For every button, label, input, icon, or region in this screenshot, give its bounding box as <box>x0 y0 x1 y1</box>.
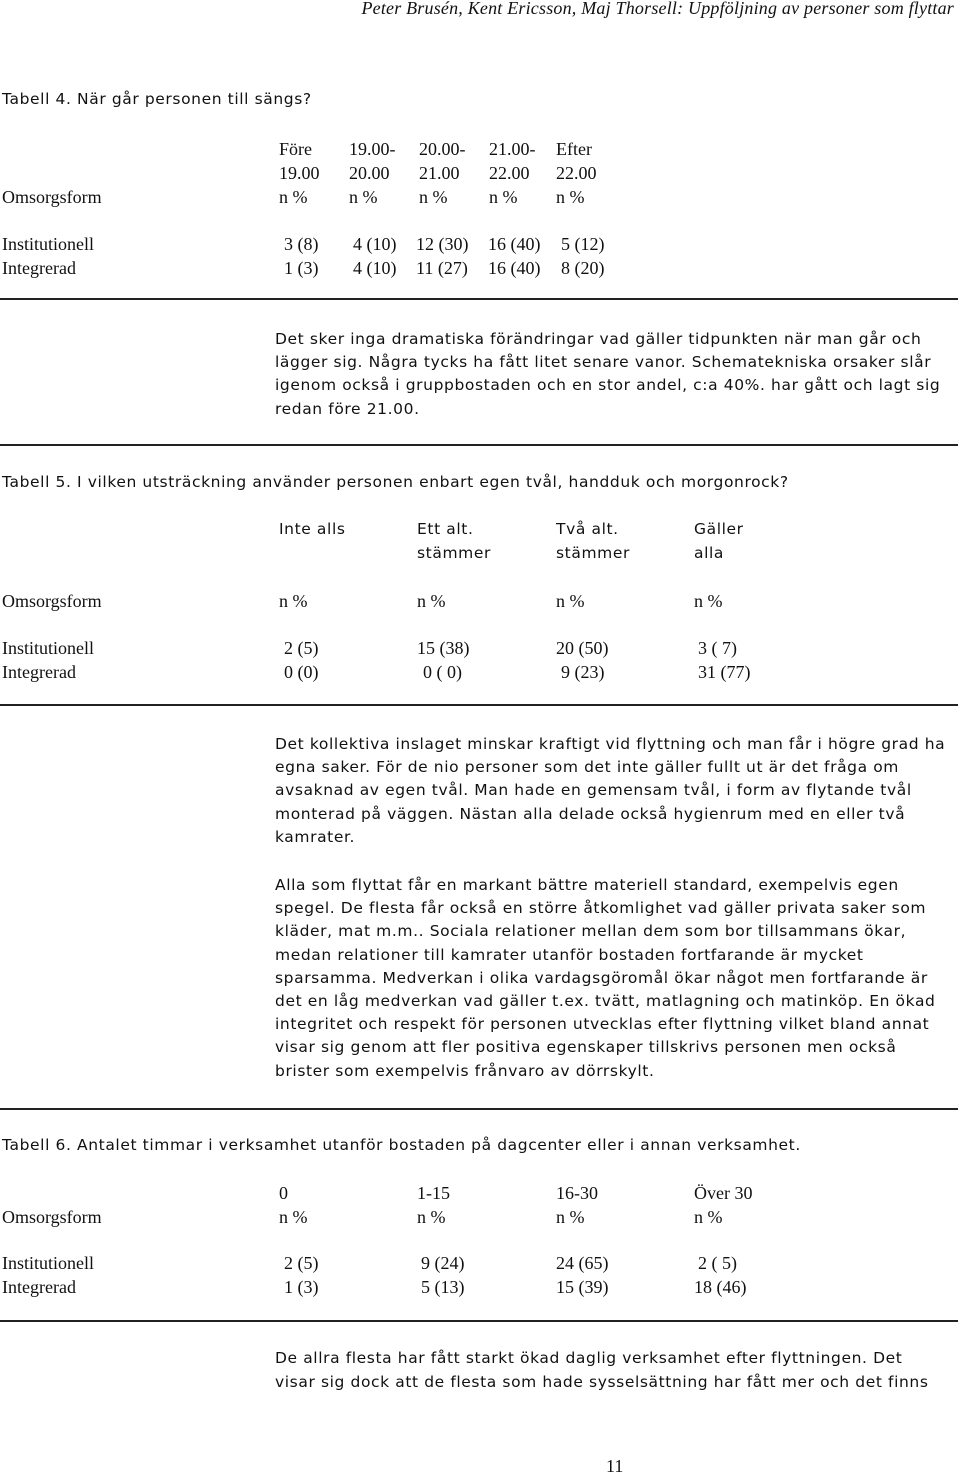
table4-cell: 4 (10) <box>353 234 397 254</box>
table4-col2-line2: 20.00 <box>349 163 390 183</box>
table5-col1-line1: Inte alls <box>279 520 346 538</box>
table5-col3-line1: Två alt. <box>556 520 619 538</box>
table6-cell: 2 (5) <box>284 1253 319 1273</box>
table5-bottom-rule <box>0 704 958 706</box>
table6-unit-2: n % <box>417 1207 446 1227</box>
table4-col2-line1: 19.00- <box>349 139 396 159</box>
table6-commentary-line1: De allra flesta har fått starkt ökad daglig verksamhet efter flyttningen. Det <box>275 1349 903 1367</box>
table6-bottom-rule <box>0 1320 958 1322</box>
table6-top-rule <box>0 1108 958 1110</box>
table4-cell: 11 (27) <box>416 258 468 278</box>
table5-unit-2: n % <box>417 591 446 611</box>
table5-col2-line1: Ett alt. <box>417 520 474 538</box>
table4-col3-line1: 20.00- <box>419 139 466 159</box>
table6-col2: 1-15 <box>417 1183 450 1203</box>
table5-col2-line2: stämmer <box>417 544 491 562</box>
table4-row-header: Omsorgsform <box>2 187 102 207</box>
table6-cell: 15 (39) <box>556 1277 609 1297</box>
table5-cell: 15 (38) <box>417 638 470 658</box>
table4-cell: 16 (40) <box>488 258 541 278</box>
table5-cell: 31 (77) <box>698 662 751 682</box>
table4-cell: 4 (10) <box>353 258 397 278</box>
table5-col3-line2: stämmer <box>556 544 630 562</box>
table5-cell: 0 (0) <box>284 662 319 682</box>
table4-col1-line2: 19.00 <box>279 163 320 183</box>
table4-row-label: Institutionell <box>2 234 94 254</box>
table4-col4-line1: 21.00- <box>489 139 536 159</box>
page-number: 11 <box>606 1456 624 1476</box>
table6-col3: 16-30 <box>556 1183 598 1203</box>
table4-row-label: Integrerad <box>2 258 76 278</box>
table4-cell: 3 (8) <box>284 234 319 254</box>
table4-col4-line2: 22.00 <box>489 163 530 183</box>
table4-col1-line1: Före <box>279 139 312 159</box>
table6-row-label: Institutionell <box>2 1253 94 1273</box>
table5-cell: 20 (50) <box>556 638 609 658</box>
table5-unit-3: n % <box>556 591 585 611</box>
table6-col4: Över 30 <box>694 1183 753 1203</box>
table6-cell: 18 (46) <box>694 1277 747 1297</box>
table4-commentary: Det sker inga dramatiska förändringar vad gäller tidpunkten när man går och lägger sig. Några tycks ha fått litet senare vanor. Schematekniska orsaker slår igenom också i gruppbostaden och en stor andel, c:a 40%. har gått och lagt sig redan före 21.00. <box>275 330 941 418</box>
table6-col1: 0 <box>279 1183 288 1203</box>
table4-bottom-rule <box>0 298 958 300</box>
table5-caption: Tabell 5. I vilken utsträckning använder personen enbart egen tvål, handduk och morgonrock? <box>2 473 789 491</box>
running-header: Peter Brusén, Kent Ericsson, Maj Thorsell: Uppföljning av personer som flyttar <box>361 0 954 18</box>
table5-unit-1: n % <box>279 591 308 611</box>
table5-cell: 2 (5) <box>284 638 319 658</box>
table6-unit-4: n % <box>694 1207 723 1227</box>
table5-cell: 0 ( 0) <box>423 662 462 682</box>
table4-cell: 16 (40) <box>488 234 541 254</box>
table4-cell: 8 (20) <box>561 258 605 278</box>
table5-row-label: Institutionell <box>2 638 94 658</box>
table6-cell: 2 ( 5) <box>698 1253 737 1273</box>
table6-cell: 24 (65) <box>556 1253 609 1273</box>
table5-cell: 9 (23) <box>561 662 605 682</box>
table5-col4-line1: Gäller <box>694 520 744 538</box>
table5-cell: 3 ( 7) <box>698 638 737 658</box>
table4-cell: 1 (3) <box>284 258 319 278</box>
table4-cell: 5 (12) <box>561 234 605 254</box>
table5-top-rule <box>0 444 958 446</box>
table4-unit-1: n % <box>279 187 308 207</box>
table4-unit-4: n % <box>489 187 518 207</box>
table5-commentary-1: Det kollektiva inslaget minskar kraftigt vid flyttning och man får i högre grad ha egna saker. För de nio personer som det inte gäller fullt ut är det fråga om avsaknad av egen tvål. Man hade en gemensam tvål, i form av flytande tvål monterad på väggen. Nästan alla delade också hygienrum med en eller två kamrater. <box>275 735 946 846</box>
table6-caption: Tabell 6. Antalet timmar i verksamhet utanför bostaden på dagcenter eller i annan verksamhet. <box>2 1136 801 1154</box>
table5-unit-4: n % <box>694 591 723 611</box>
table6-cell: 9 (24) <box>421 1253 465 1273</box>
table4-caption: Tabell 4. När går personen till sängs? <box>2 90 312 108</box>
table6-unit-3: n % <box>556 1207 585 1227</box>
table5-commentary-2: Alla som flyttat får en markant bättre materiell standard, exempelvis egen spegel. De flesta får också en större åtkomlighet vad gäller privata saker som kläder, mat m.m.. Sociala relationer mellan dem som bor tillsammans ökar, medan relationer till kamrater utanför bostaden fortfarande är mycket sparsamma. Medverkan i olika vardagsgöromål ökar något men fortfarande är det en låg medverkan vad gäller t.ex. tvätt, matlagning och matinköp. En ökad integritet och respekt för personen utvecklas efter flyttning vilket bland annat visar sig genom att fler positiva egenskaper tillskrivs personen men också brister som exempelvis frånvaro av dörrskylt. <box>275 876 936 1080</box>
table6-cell: 1 (3) <box>284 1277 319 1297</box>
table4-col5-line2: 22.00 <box>556 163 597 183</box>
table6-unit-1: n % <box>279 1207 308 1227</box>
table5-row-header: Omsorgsform <box>2 591 102 611</box>
table4-cell: 12 (30) <box>416 234 469 254</box>
table4-unit-2: n % <box>349 187 378 207</box>
table6-commentary-line2: visar sig dock att de flesta som hade sysselsättning har fått mer och det finns <box>275 1373 929 1391</box>
table4-col5-line1: Efter <box>556 139 592 159</box>
table6-row-header: Omsorgsform <box>2 1207 102 1227</box>
table6-cell: 5 (13) <box>421 1277 465 1297</box>
table4-unit-5: n % <box>556 187 585 207</box>
table6-row-label: Integrerad <box>2 1277 76 1297</box>
table5-col4-line2: alla <box>694 544 725 562</box>
table4-col3-line2: 21.00 <box>419 163 460 183</box>
table4-unit-3: n % <box>419 187 448 207</box>
table5-row-label: Integrerad <box>2 662 76 682</box>
